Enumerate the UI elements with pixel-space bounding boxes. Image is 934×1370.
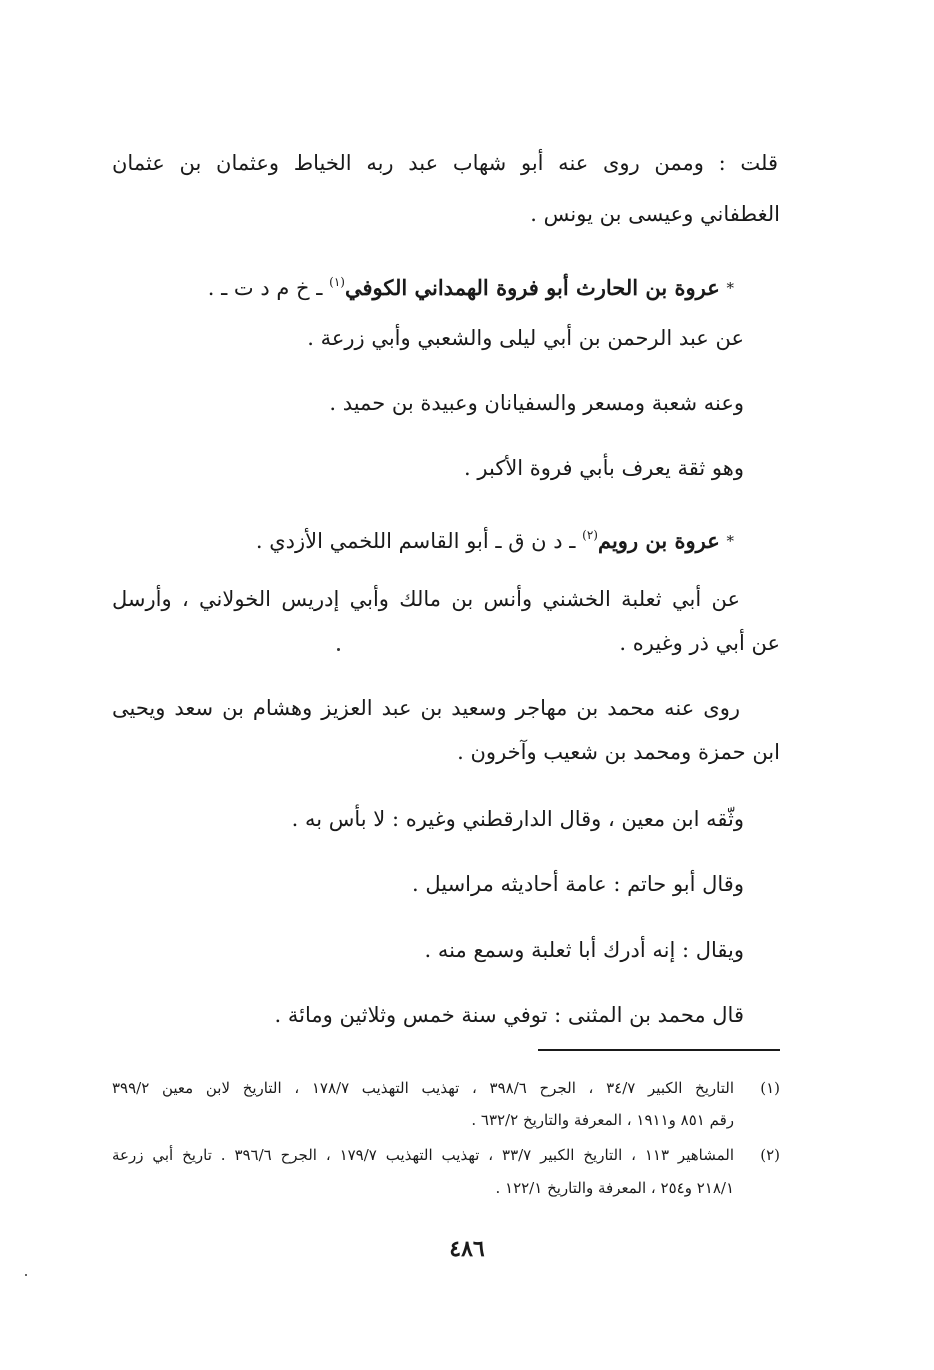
page-number: ٤٨٦ — [449, 1236, 485, 1262]
paragraph-line: وقال أبو حاتم : عامة أحاديثه مراسيل . — [412, 872, 744, 896]
scan-speck — [25, 1274, 27, 1276]
entry-marker: * — [726, 532, 734, 550]
footnote-line: رقم ٨٥١ و١٩١١ ، المعرفة والتاريخ ٦٣٢/٢ . — [471, 1111, 734, 1129]
entry-codes: ـ خ م د ت ـ . — [207, 276, 323, 300]
entry-name: عروة بن رويم — [597, 528, 720, 553]
footnote-ref: (٢) — [582, 528, 598, 542]
scan-speck — [337, 648, 340, 651]
paragraph-line: عن أبي ذر وغيره . — [619, 631, 780, 655]
paragraph-line: قلت : وممن روى عنه أبو شهاب عبد ربه الخياط وعثمان بن عثمان — [112, 151, 778, 175]
paragraph-line: وهو ثقة يعرف بأبي فروة الأكبر . — [464, 456, 744, 480]
paragraph-line: ويقال : إنه أدرك أبا ثعلبة وسمع منه . — [424, 938, 744, 962]
paragraph-line: وثّقه ابن معين ، وقال الدارقطني وغيره : لا بأس به . — [291, 807, 744, 831]
footnote-line: التاريخ الكبير ٣٤/٧ ، الجرح ٣٩٨/٦ ، تهذيب التهذيب ١٧٨/٧ ، التاريخ لابن معين ٣٩٩/٢ — [112, 1079, 734, 1097]
entry-rest: ـ د ن ق ـ أبو القاسم اللخمي الأزدي . — [255, 529, 576, 553]
footnote-number: (١) — [760, 1079, 780, 1097]
entry-heading — [208, 269, 734, 301]
paragraph-line: روى عنه محمد بن مهاجر وسعيد بن عبد العزيز وهشام بن سعد ويحيى — [112, 696, 740, 720]
footnote-line: المشاهير ١١٣ ، التاريخ الكبير ٣٣/٧ ، تهذيب التهذيب ١٧٩/٧ ، الجرح ٣٩٦/٦ . تاريخ أبي زرعة — [112, 1146, 734, 1164]
paragraph-line: وعنه شعبة ومسعر والسفيانان وعبيدة بن حميد . — [329, 391, 744, 415]
footnote-separator — [538, 1049, 780, 1051]
footnote-ref: (١) — [329, 275, 345, 289]
entry-heading — [256, 522, 734, 554]
entry-marker: * — [726, 279, 734, 297]
paragraph-line: عن أبي ثعلبة الخشني وأنس بن مالك وأبي إدريس الخولاني ، وأرسل — [112, 587, 740, 611]
paragraph-line: قال محمد بن المثنى : توفي سنة خمس وثلاثين ومائة . — [274, 1003, 744, 1027]
entry-name: عروة بن الحارث أبو فروة الهمداني الكوفي — [344, 275, 720, 300]
paragraph-line: ابن حمزة ومحمد بن شعيب وآخرون . — [457, 740, 780, 764]
footnote-number: (٢) — [760, 1146, 780, 1164]
paragraph-line: الغطفاني وعيسى بن يونس . — [530, 202, 780, 226]
footnote-line: ٢١٨/١ و٢٥٤ ، المعرفة والتاريخ ١٢٢/١ . — [495, 1179, 734, 1197]
paragraph-line: عن عبد الرحمن بن أبي ليلى والشعبي وأبي زرعة . — [307, 326, 744, 350]
